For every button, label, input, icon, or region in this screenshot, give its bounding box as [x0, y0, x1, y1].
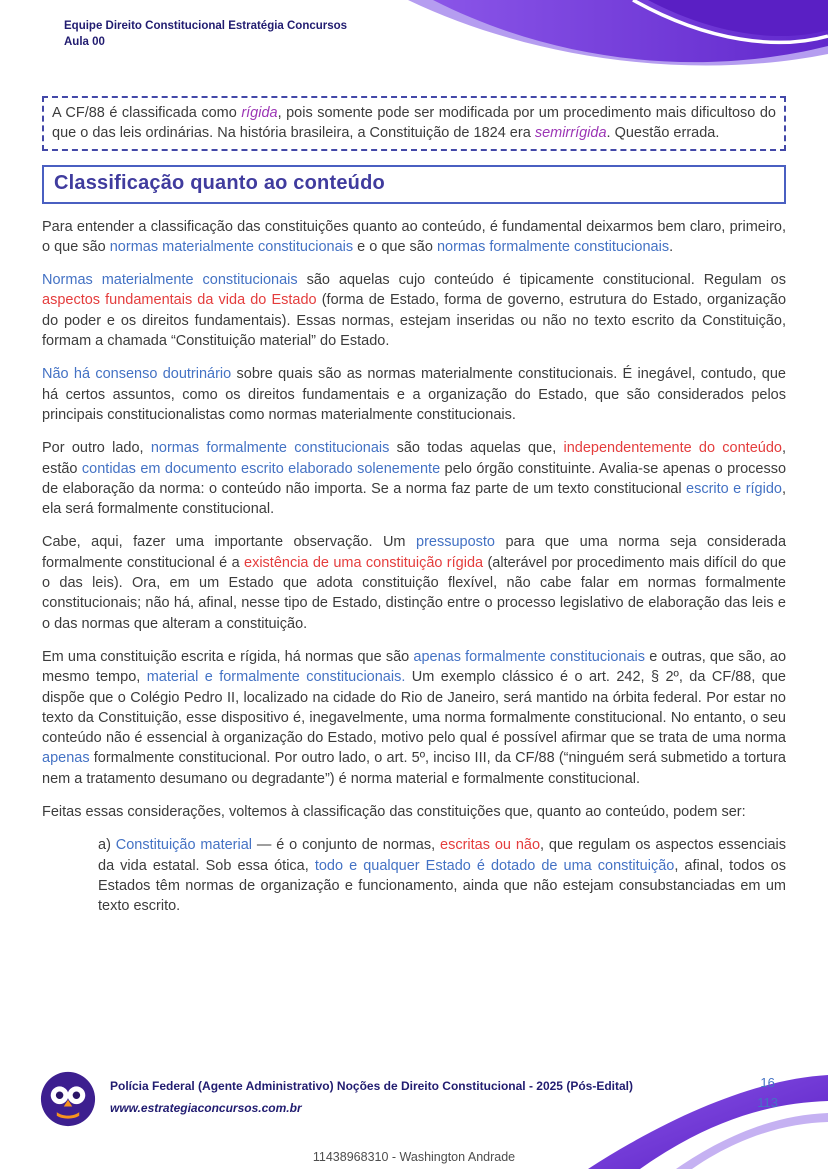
paragraph-6	[42, 647, 786, 789]
page-number-total: 113	[757, 1095, 778, 1110]
section-title: Classificação quanto ao conteúdo	[54, 171, 385, 194]
text-segment: apenas formalmente constitucionais	[413, 648, 646, 665]
header-lesson-line: Aula 00	[64, 36, 105, 48]
text-segment: normas formalmente constitucionais	[436, 238, 670, 255]
text-segment: material e formalmente constitucionais.	[146, 669, 406, 686]
text-segment: são todas aquelas que,	[389, 440, 564, 457]
estrategia-owl-logo	[40, 1071, 96, 1127]
text-segment: A CF/88 é classificada como	[52, 105, 242, 121]
text-segment: e o que são	[353, 238, 437, 255]
text-segment: escrito e rígido	[686, 480, 782, 497]
list-item-a	[98, 835, 786, 916]
text-segment: e outras, que são, ao mesmo tempo,	[42, 648, 787, 686]
question-comment-text	[52, 103, 776, 144]
page-footer	[0, 1061, 828, 1169]
text-segment: para que uma norma seja considerada formalmente constitucional é a	[42, 534, 787, 571]
text-segment: normas formalmente constitucionais	[150, 440, 390, 457]
text-segment: Um exemplo clássico é o art. 242, § 2º, da CF/88, que dispõe que o Colégio Pedro II, localizado na cidade do Rio de Janeiro, será mantido na órbita federal. Por estar no texto da Constituição, esse dispositivo é, inegavelmente, uma norma formalmente constitucional. No entanto, o seu conteúdo não é essencial à organização do Estado, motivo pelo qual é possível afirmar que se trata de uma norma	[42, 669, 786, 747]
text-segment: — é o conjunto de normas,	[252, 837, 441, 854]
text-segment: aspectos fundamentais da vida do Estado	[42, 292, 317, 309]
document-content	[42, 96, 786, 917]
text-segment: . Questão errada.	[606, 125, 720, 142]
user-watermark: 11438968310 - Washington Andrade	[312, 1150, 516, 1164]
text-segment: existência de uma constituição rígida	[244, 554, 484, 571]
text-segment: , pois somente pode ser modificada por um procedimento mais dificultoso do que o das leis ordinárias. Na história brasileira, a Constituição de 1824 era	[52, 105, 776, 142]
text-segment: Feitas essas considerações, voltemos à classificação das constituições que, quanto ao conteúdo, podem ser:	[42, 804, 746, 821]
paragraph-1	[42, 217, 786, 258]
text-segment: , afinal, todos os Estados têm normas de organização e funcionamento, ainda que não estejam consubstanciadas em um texto escrito.	[98, 857, 786, 915]
text-segment: .	[669, 238, 674, 255]
question-comment-box	[42, 96, 786, 151]
text-segment: Em uma constituição escrita e rígida, há normas que são	[42, 648, 414, 665]
text-segment: (alterável por procedimento mais difícil do que o das leis). Ora, em um Estado que adota constituição flexível, não cabe falar em normas formalmente constitucionais; não há, afinal, nesse tipo de Estado, distinção entre o processo legislativo de elaboração das leis e o das normas que alteram a constituição.	[42, 554, 787, 632]
page-number-current: 16	[760, 1075, 775, 1090]
page-header	[64, 18, 347, 50]
text-segment: todo e qualquer Estado é dotado de uma constituição	[314, 857, 675, 874]
text-segment: escritas ou não	[440, 837, 541, 854]
footer-text-block	[110, 1079, 633, 1115]
text-segment: pelo órgão constituinte. Avalia-se apenas o processo de elaboração da norma: o conteúdo não importa. Se a norma faz parte de um texto constitucional	[42, 460, 787, 497]
text-segment: (forma de Estado, forma de governo, estrutura do Estado, organização do poder e os direitos fundamentais). Essas normas, estejam inseridas ou não no texto escrito da Constituição, formam a chamada “Constituição material” do Estado.	[42, 292, 787, 350]
text-segment: Constituição material	[115, 837, 252, 854]
footer-website: www.estrategiaconcursos.com.br	[110, 1101, 302, 1115]
text-segment: normas materialmente constitucionais	[109, 238, 354, 255]
paragraph-5	[42, 532, 786, 633]
top-wave-decoration	[378, 0, 828, 105]
text-segment: formalmente constitucional. Por outro lado, o art. 5º, inciso III, da CF/88 (“ninguém será submetido a tortura nem a tratamento desumano ou degradante”) é norma material e formalmente constitucional.	[42, 750, 786, 787]
text-segment: sobre quais são as normas materialmente constitucionais. É inegável, contudo, que há certos assuntos, como os direitos fundamentais e a organização do Estado, que são considerados pelos principais constitucionalistas como normas materialmente constitucionais.	[42, 366, 786, 423]
text-segment: Por outro lado,	[42, 440, 151, 457]
text-segment: Normas materialmente constitucionais	[42, 272, 298, 289]
text-segment: semirrígida	[534, 125, 607, 142]
page-numbers	[757, 1073, 778, 1113]
text-segment: contidas em documento escrito elaborado solenemente	[81, 460, 441, 477]
paragraph-4	[42, 438, 786, 519]
text-segment: Para entender a classificação das constituições quanto ao conteúdo, é fundamental deixarmos bem claro, primeiro, o que são	[42, 218, 786, 255]
text-segment: , que regulam os aspectos essenciais da vida estatal. Sob essa ótica,	[98, 837, 787, 874]
text-segment: Cabe, aqui, fazer uma importante observação. Um	[42, 534, 416, 551]
text-segment: , estão	[42, 440, 786, 477]
text-segment: independentemente do conteúdo	[563, 440, 782, 457]
header-team-line: Equipe Direito Constitucional Estratégia Concursos	[64, 20, 348, 32]
text-segment: rígida	[241, 105, 278, 121]
text-segment: pressuposto	[416, 534, 495, 551]
text-segment: apenas	[42, 750, 90, 767]
paragraph-2	[42, 270, 786, 351]
section-heading-box	[42, 165, 786, 204]
text-segment: são aquelas cujo conteúdo é tipicamente constitucional. Regulam os	[297, 272, 786, 289]
paragraph-7	[42, 802, 786, 822]
text-segment: , ela será formalmente constitucional.	[42, 480, 786, 518]
text-segment: a)	[98, 837, 116, 854]
paragraph-3	[42, 364, 786, 425]
text-segment: Não há consenso doutrinário	[42, 366, 232, 383]
footer-course-title: Polícia Federal (Agente Administrativo) Noções de Direito Constitucional - 2025 (Pós-Edital)	[110, 1079, 633, 1093]
